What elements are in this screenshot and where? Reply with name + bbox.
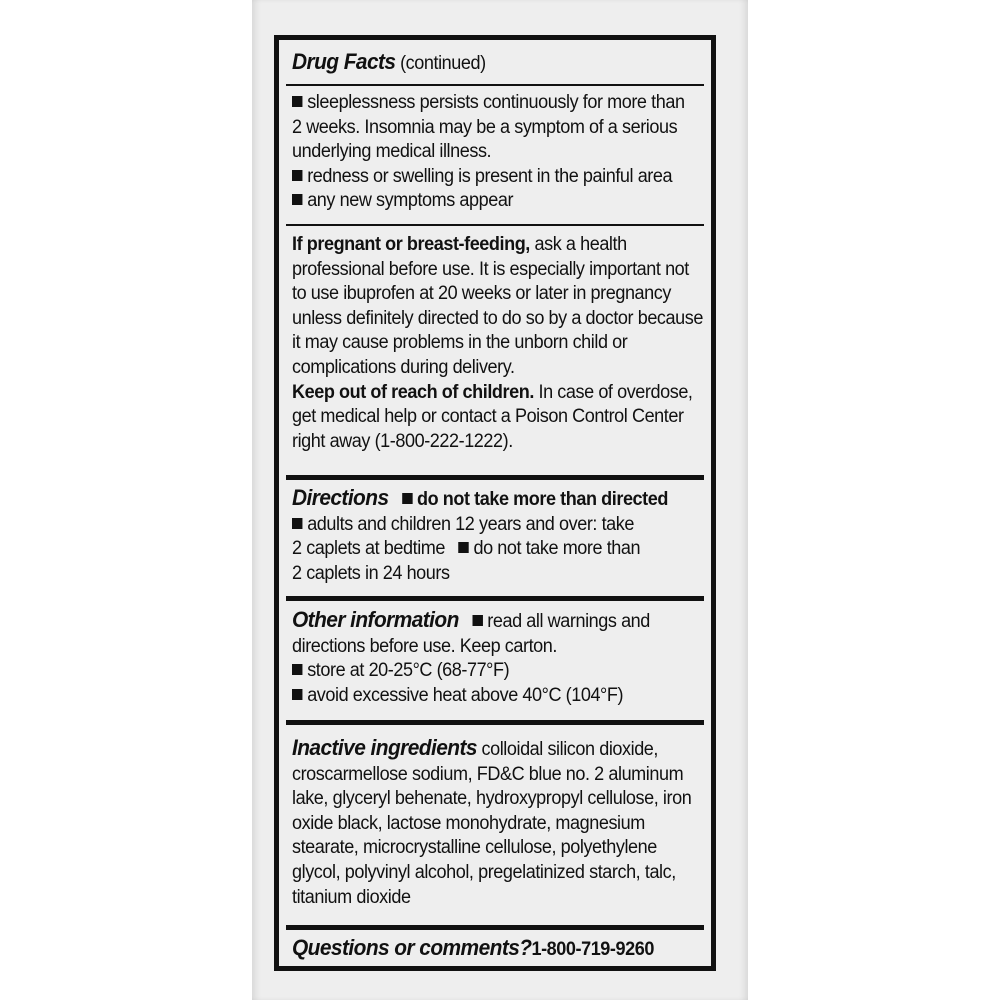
directions-section: Directions do not take more than directed adults and children 12 years and over: take 2 caplets at bedtime do not take more than 2 caplets in 24 hours <box>292 485 668 584</box>
warning-item-line: 2 weeks. Insomnia may be a symptom of a serious <box>292 116 678 138</box>
bullet-square-icon <box>458 542 468 553</box>
directions-divider <box>286 475 704 480</box>
inactive-divider <box>286 720 704 725</box>
other-information-heading: Other information <box>292 607 459 632</box>
header-divider <box>286 84 704 86</box>
directions-heading: Directions <box>292 485 389 510</box>
warning-item: any new symptoms appear <box>292 189 682 214</box>
warning-item-line: underlying medical illness. <box>292 141 492 163</box>
pregnancy-line: to use ibuprofen at 20 weeks or later in pregnancy <box>292 283 671 305</box>
inactive-ingredients-heading: Inactive ingredients <box>292 735 477 760</box>
pregnancy-heading: If pregnant or breast-feeding, <box>292 234 530 255</box>
pregnancy-line: complications during delivery. <box>292 356 515 378</box>
inactive-ingredients-section: Inactive ingredients colloidal silicon dioxide, croscarmellose sodium, FD&C blue no. 2 aluminum lake, glyceryl behenate, hydroxypropyl cellulose, iron oxide black, lactose monohydrate, magnesium stearate, microcrystalline cellulose, polyethylene glycol, polyvinyl alcohol, pregelatinized starch, talc, titanium dioxide <box>292 735 692 908</box>
other-info-divider <box>286 596 704 601</box>
bullet-square-icon <box>292 96 302 107</box>
bullet-square-icon <box>292 689 302 700</box>
questions-section <box>292 936 682 963</box>
children-line: right away (1-800-222-1222). <box>292 430 513 452</box>
bullet-square-icon <box>402 493 412 504</box>
drug-facts-panel <box>274 35 716 971</box>
other-information-section: Other information read all warnings and directions before use. Keep carton. store at 20-25°C (68-77°F) avoid excessive heat above 40°C (104°F) <box>292 607 650 706</box>
bullet-square-icon <box>292 664 302 675</box>
pregnancy-line: unless definitely directed to do so by a doctor because <box>292 307 703 329</box>
warnings-divider <box>286 224 704 226</box>
pregnancy-section: If pregnant or breast-feeding, ask a health professional before use. It is especially important not to use ibuprofen at 20 weeks or later in pregnancy unless definitely directed to do so by a doctor because it may cause problems in the unborn child or complications during delivery. Keep out of reach of children. In case of overdose, get medical help or contact a Poison Control Center right away (1-800-222-1222). <box>292 233 682 454</box>
warning-item: redness or swelling is present in the painful area <box>292 165 682 190</box>
bullet-square-icon <box>292 518 302 529</box>
questions-phone: 1-800-719-9260 <box>531 939 654 960</box>
pregnancy-line: it may cause problems in the unborn child or <box>292 332 628 354</box>
drug-facts-header <box>292 50 682 77</box>
children-line: get medical help or contact a Poison Control Center <box>292 406 684 428</box>
questions-divider <box>286 925 704 930</box>
questions-heading: Questions or comments? <box>292 935 532 960</box>
drug-facts-subtitle: (continued) <box>400 53 486 74</box>
pregnancy-line: professional before use. It is especially important not <box>292 258 689 280</box>
bullet-square-icon <box>472 615 482 626</box>
warning-item: sleeplessness persists continuously for more than <box>292 91 682 116</box>
warnings-list <box>292 91 685 214</box>
bullet-square-icon <box>292 170 302 181</box>
children-warning: Keep out of reach of children. In case of overdose, <box>292 381 693 403</box>
bullet-square-icon <box>292 194 302 205</box>
children-heading: Keep out of reach of children. <box>292 381 534 403</box>
drug-facts-title: Drug Facts <box>292 49 396 74</box>
